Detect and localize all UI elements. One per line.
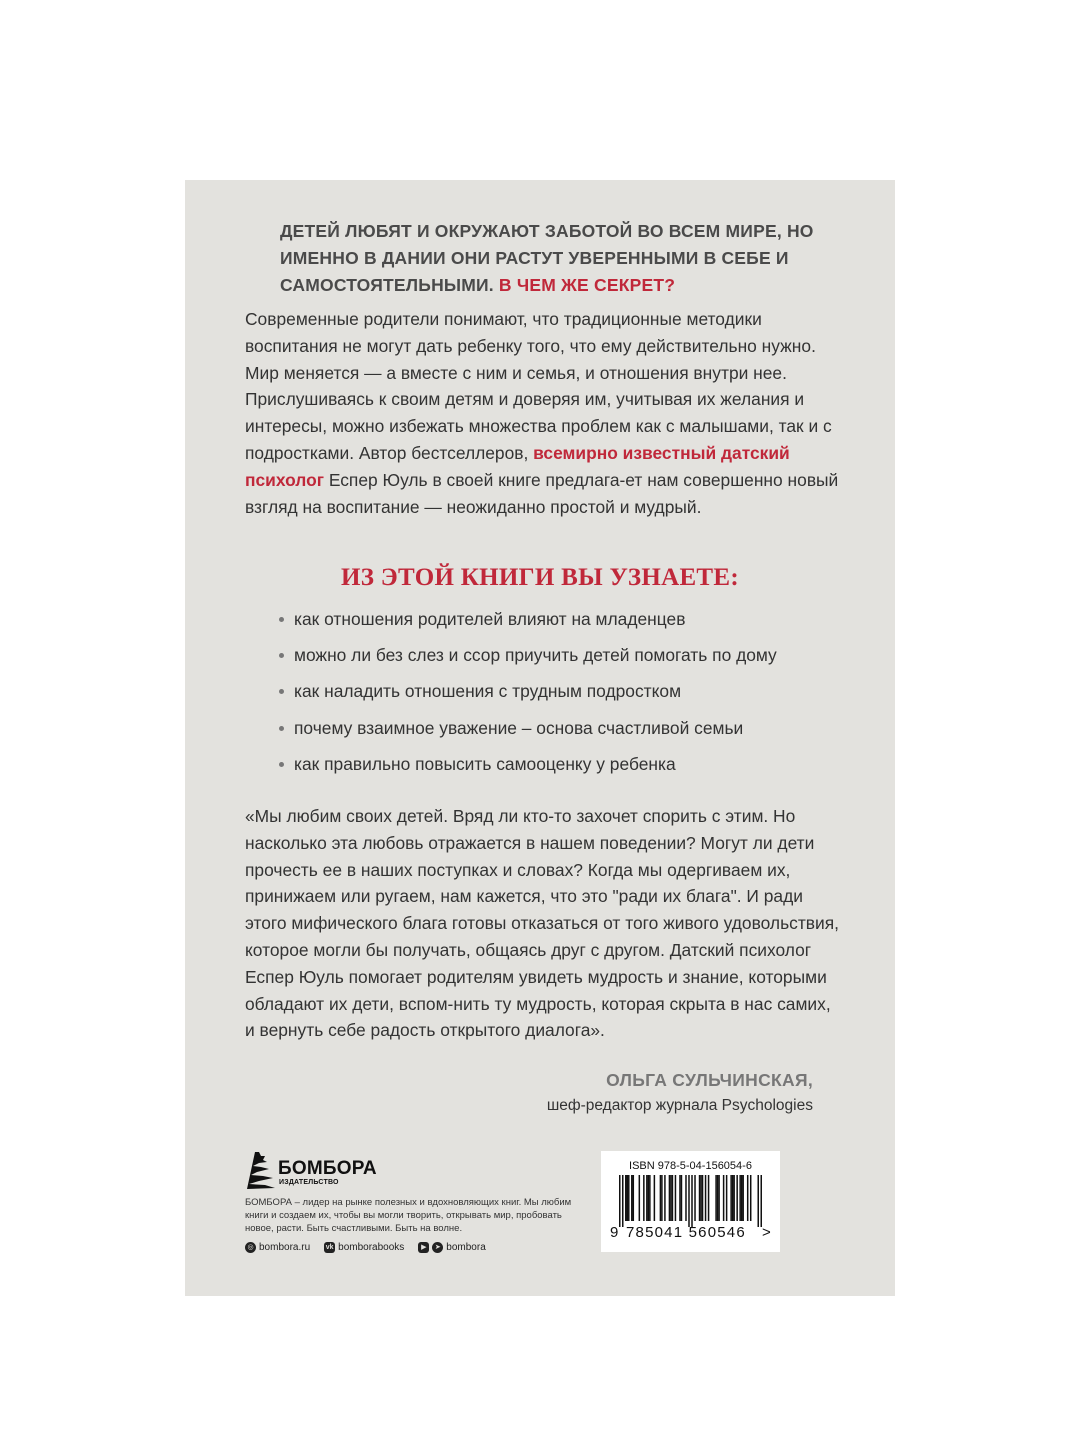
barcode-bar bbox=[717, 1175, 719, 1221]
barcode-bar bbox=[660, 1175, 662, 1221]
barcode-bar bbox=[639, 1175, 641, 1221]
bombora-mark-icon bbox=[245, 1150, 277, 1190]
intro-text-part2: Еспер Юуль в своей книге предлага-ет нам совершенно новый взгляд на воспитание — неожиданно простой и мудрый. bbox=[245, 469, 839, 517]
barcode-bar bbox=[675, 1175, 677, 1221]
social-label: bomborabooks bbox=[338, 1241, 405, 1253]
intro-paragraph bbox=[245, 306, 845, 520]
barcode-bar bbox=[646, 1175, 648, 1221]
social-label: bombora bbox=[446, 1241, 486, 1253]
barcode-bar bbox=[757, 1175, 759, 1227]
social-link-vk[interactable] bbox=[324, 1242, 404, 1253]
barcode-bar bbox=[732, 1175, 734, 1221]
barcode-bar bbox=[633, 1175, 635, 1221]
barcode-bar bbox=[661, 1175, 663, 1221]
barcode-bar bbox=[670, 1175, 672, 1221]
barcode-bar bbox=[736, 1175, 738, 1221]
book-back-cover bbox=[185, 180, 895, 1296]
barcode-bar bbox=[700, 1175, 702, 1221]
intro-highlight: всемирно известный датский психолог bbox=[245, 442, 790, 490]
bullet-dot-icon bbox=[279, 653, 284, 658]
learn-list bbox=[279, 608, 859, 789]
list-item-text: как наладить отношения с трудным подростком bbox=[294, 681, 682, 702]
youtube-icon: ▶ bbox=[418, 1242, 429, 1253]
publisher-logo bbox=[245, 1150, 385, 1190]
barcode-label bbox=[601, 1151, 780, 1252]
barcode-main-digits: 785041 560546 bbox=[626, 1224, 746, 1241]
barcode-bar bbox=[627, 1175, 629, 1221]
intro-text-part1: Современные родители понимают, что традиционные методики воспитания не могут дать ребенку того, что ему действительно нужно. Мир меняется — а вместе с ним и семья, и отношения внутри нее. Прислушиваясь к своим детям и доверяя им, учитывая их желания и интересы, можно избежать множества проблем как с малышами, так и с подростками. Автор бестселлеров, bbox=[245, 309, 832, 463]
telegram-icon: ➤ bbox=[432, 1242, 443, 1253]
barcode-bar bbox=[649, 1175, 651, 1221]
barcode-bar bbox=[718, 1175, 720, 1221]
publisher-description: БОМБОРА – лидер на рынке полезных и вдохновляющих книг. Мы любим книги и создаем их, чтобы вы могли творить, открывать мир, пробовать новое, расти. Быть счастливыми. Быть на волне. bbox=[245, 1197, 572, 1234]
barcode-bar bbox=[739, 1175, 741, 1221]
social-label: bombora.ru bbox=[259, 1241, 311, 1253]
barcode-bar bbox=[702, 1175, 704, 1221]
publisher-name: БОМБОРА bbox=[278, 1158, 377, 1179]
barcode-quiet-marker: > bbox=[762, 1224, 771, 1241]
social-link-bombora[interactable] bbox=[418, 1242, 485, 1253]
lead-highlight: В ЧЕМ ЖЕ СЕКРЕТ? bbox=[498, 275, 676, 295]
barcode-bar bbox=[747, 1175, 749, 1221]
list-item bbox=[279, 608, 859, 644]
quote-text: «Мы любим своих детей. Вряд ли кто-то захочет спорить с этим. Но насколько эта любовь отражается в нашем поведении? Могут ли дети прочесть ее в наших поступках и словах? Когда мы одергиваем их, принижаем или ругаем, нам кажется, что это "ради их блага". И ради этого мифического блага готовы отказаться от того живого удовольствия, которое могли бы получать, общаясь друг с другом. Датский психолог Еспер Юуль помогает родителям увидеть мудрость и знание, которыми обладают их дети, вспом-нить ту мудрость, которая скрыта в нас самих, и вернуть себе радость открытого диалога». bbox=[245, 806, 839, 1041]
barcode-bar bbox=[708, 1175, 710, 1221]
barcode-bar bbox=[705, 1175, 707, 1221]
barcode-bar bbox=[685, 1175, 687, 1221]
learn-heading: ИЗ ЭТОЙ КНИГИ ВЫ УЗНАЕТЕ: bbox=[341, 564, 739, 591]
barcode-bar bbox=[688, 1175, 690, 1227]
barcode-bar bbox=[622, 1175, 624, 1227]
barcode-bar bbox=[648, 1175, 650, 1221]
list-item bbox=[279, 717, 859, 753]
list-item-text: почему взаимное уважение – основа счастливой семьи bbox=[294, 717, 744, 738]
barcode-bar bbox=[643, 1175, 645, 1221]
barcode-bar bbox=[742, 1175, 744, 1221]
barcode-bar bbox=[631, 1175, 633, 1221]
barcode-bar bbox=[726, 1175, 728, 1221]
barcode-bar bbox=[681, 1175, 683, 1221]
bullet-dot-icon bbox=[279, 689, 284, 694]
barcode-bar bbox=[672, 1175, 674, 1221]
barcode-bar bbox=[691, 1175, 693, 1227]
quote-author-role: шеф-редактор журнала Psychologies bbox=[546, 1097, 813, 1114]
barcode-bar bbox=[619, 1175, 621, 1227]
barcode-bar bbox=[669, 1175, 671, 1221]
list-item-text: как правильно повысить самооценку у ребенка bbox=[294, 753, 676, 774]
instagram-icon: ◎ bbox=[245, 1242, 256, 1253]
list-item-text: можно ли без слез и ссор приучить детей помогать по дому bbox=[294, 645, 777, 666]
lead-text: ДЕТЕЙ ЛЮБЯТ И ОКРУЖАЮТ ЗАБОТОЙ ВО ВСЕМ МИРЕ, НО ИМЕННО В ДАНИИ ОНИ РАСТУТ УВЕРЕННЫМИ В СЕБЕ И САМОСТОЯТЕЛЬНЫМИ. bbox=[280, 221, 814, 295]
barcode-bar bbox=[625, 1175, 627, 1221]
bullet-dot-icon bbox=[279, 617, 284, 622]
vk-icon: vk bbox=[325, 1243, 334, 1251]
bullet-dot-icon bbox=[279, 726, 284, 731]
barcode-bar bbox=[750, 1175, 752, 1221]
barcode-bar bbox=[741, 1175, 743, 1221]
barcode-bar bbox=[679, 1175, 681, 1221]
barcode-bar bbox=[664, 1175, 666, 1221]
list-item bbox=[279, 753, 859, 789]
barcode-bar bbox=[628, 1175, 630, 1221]
barcode-bars bbox=[619, 1175, 762, 1227]
quote-author: ОЛЬГА СУЛЬЧИНСКАЯ, bbox=[606, 1070, 813, 1090]
barcode-bar bbox=[694, 1175, 696, 1221]
barcode-bar bbox=[699, 1175, 701, 1221]
social-link-site[interactable] bbox=[245, 1242, 310, 1253]
barcode-bar bbox=[760, 1175, 762, 1227]
barcode-bar bbox=[733, 1175, 735, 1221]
barcode-bar bbox=[730, 1175, 732, 1221]
barcode-bar bbox=[723, 1175, 725, 1221]
list-item-text: как отношения родителей влияют на младенцев bbox=[294, 609, 686, 629]
list-item bbox=[279, 680, 859, 716]
barcode-bar bbox=[654, 1175, 656, 1221]
social-links bbox=[245, 1240, 500, 1254]
barcode-lead-digit: 9 bbox=[610, 1224, 619, 1241]
publisher-subtitle: ИЗДАТЕЛЬСТВО bbox=[279, 1179, 339, 1186]
barcode-bar bbox=[715, 1175, 717, 1221]
isbn-number: ISBN 978-5-04-156054-6 bbox=[629, 1160, 752, 1172]
list-item bbox=[279, 644, 859, 680]
bullet-dot-icon bbox=[279, 762, 284, 767]
lead-paragraph bbox=[280, 218, 840, 299]
